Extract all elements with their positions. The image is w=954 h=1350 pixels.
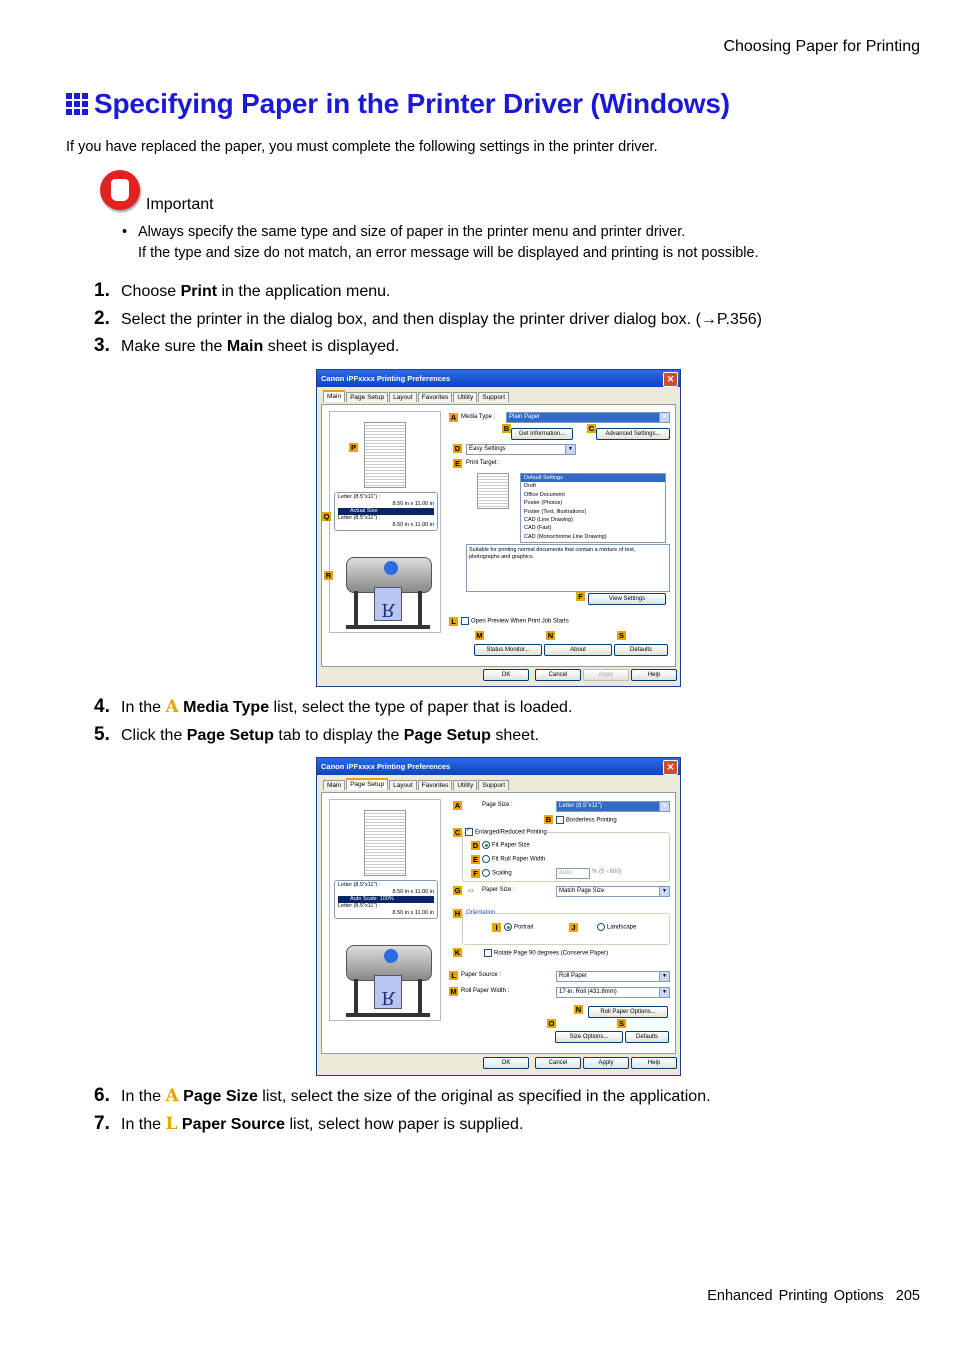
preview-area bbox=[329, 799, 441, 1021]
tab-favorites[interactable]: Favorites bbox=[418, 392, 453, 402]
roll-width-value: 17-in. Roll (431.8mm) bbox=[559, 989, 617, 995]
important-hand-icon bbox=[100, 170, 140, 210]
preview-line: 8.50 in x 11.00 in bbox=[392, 889, 434, 895]
media-type-label: Media Type : bbox=[461, 414, 496, 420]
callout-a: A bbox=[454, 801, 461, 810]
tab-strip bbox=[323, 392, 510, 402]
callout-k: K bbox=[454, 948, 461, 957]
important-label: Important bbox=[146, 196, 214, 213]
media-type-value: Plain Paper bbox=[509, 414, 541, 420]
step-text: list, select how paper is supplied. bbox=[285, 1116, 524, 1133]
checkbox-icon bbox=[465, 828, 473, 836]
callout-h: H bbox=[454, 909, 461, 918]
step-number: 4. bbox=[94, 696, 110, 717]
landscape-radio[interactable] bbox=[597, 923, 636, 931]
paper-size-select[interactable] bbox=[556, 886, 670, 897]
fit-paper-label: Fit Paper Size bbox=[492, 842, 530, 849]
portrait-radio[interactable] bbox=[504, 923, 533, 931]
step-number: 3. bbox=[94, 335, 110, 356]
preview-size-info bbox=[334, 492, 438, 531]
rotate-checkbox[interactable] bbox=[484, 949, 608, 957]
list-item[interactable]: Office Document bbox=[524, 491, 565, 498]
help-button[interactable]: Help bbox=[631, 669, 677, 681]
intro-text: If you have replaced the paper, you must complete the following settings in the printer driver. bbox=[66, 139, 658, 155]
dialog-title: Canon iPFxxxx Printing Preferences bbox=[321, 762, 451, 771]
step-3 bbox=[94, 335, 399, 357]
callout-letter: A bbox=[165, 1086, 179, 1106]
scaling-range: % (5 - 600) bbox=[592, 869, 622, 875]
tab-favorites[interactable]: Favorites bbox=[418, 780, 453, 790]
list-item[interactable]: Draft bbox=[524, 483, 536, 490]
step-number: 1. bbox=[94, 280, 110, 301]
ok-button[interactable]: OK bbox=[483, 669, 529, 681]
chevron-down-icon: ▼ bbox=[565, 445, 575, 454]
step-text: Select the printer in the dialog box, and then display the printer driver dialog box. (→P.356) bbox=[121, 311, 762, 328]
step-text: list, select the size of the original as specified in the application. bbox=[257, 1088, 711, 1105]
section-grid-icon bbox=[66, 93, 88, 115]
open-preview-label: Open Preview When Print Job Starts bbox=[471, 618, 569, 625]
printing-preferences-dialog-main bbox=[316, 369, 681, 687]
borderless-label: Borderless Printing bbox=[566, 817, 617, 824]
printing-preferences-dialog-page-setup bbox=[316, 757, 681, 1076]
print-target-list[interactable] bbox=[520, 473, 666, 543]
paper-size-icon: ▭ bbox=[468, 888, 474, 894]
step-text: Click the bbox=[121, 727, 187, 744]
fit-roll-radio[interactable] bbox=[482, 855, 545, 863]
apply-button[interactable]: Apply bbox=[583, 669, 629, 681]
help-button[interactable]: Help bbox=[631, 1057, 677, 1069]
print-target-label: Print Target : bbox=[466, 460, 500, 466]
paper-source-select[interactable] bbox=[556, 971, 670, 982]
size-options-button[interactable]: Size Options... bbox=[555, 1031, 623, 1043]
tab-main[interactable]: Main bbox=[323, 780, 345, 790]
checkbox-icon bbox=[556, 816, 564, 824]
step-text: Choose bbox=[121, 283, 181, 300]
roll-paper-options-button[interactable]: Roll Paper Options... bbox=[588, 1006, 668, 1018]
page-footer bbox=[707, 1288, 920, 1304]
page-title: Specifying Paper in the Printer Driver (Windows) bbox=[94, 88, 730, 119]
scaling-label: Scaling bbox=[492, 870, 512, 877]
preview-line: Letter (8.5"x11") : bbox=[338, 903, 381, 909]
callout-s: S bbox=[618, 631, 624, 640]
step-text: In the bbox=[121, 699, 166, 716]
radio-icon bbox=[482, 841, 490, 849]
tab-panel-main bbox=[321, 404, 676, 667]
step-5 bbox=[94, 724, 539, 746]
tab-layout[interactable]: Layout bbox=[389, 780, 417, 790]
callout-m: M bbox=[450, 987, 457, 996]
callout-e: E bbox=[454, 459, 460, 468]
step-keyword: Media Type bbox=[183, 699, 270, 716]
step-number: 5. bbox=[94, 724, 110, 745]
callout-s: S bbox=[618, 1019, 624, 1028]
callout-f: F bbox=[471, 869, 480, 878]
step-keyword: Page Setup bbox=[403, 727, 491, 744]
page-size-select[interactable] bbox=[556, 801, 670, 812]
preview-size-info bbox=[334, 880, 438, 919]
callout-c: C bbox=[454, 828, 461, 837]
view-settings-button[interactable]: View Settings bbox=[588, 593, 666, 605]
callout-q: Q bbox=[323, 512, 330, 521]
step-text: Make sure the bbox=[121, 338, 227, 355]
footer-section: Enhanced Printing Options bbox=[707, 1288, 884, 1304]
borderless-checkbox[interactable] bbox=[556, 816, 617, 824]
callout-l: L bbox=[449, 617, 458, 626]
about-button[interactable]: About bbox=[544, 644, 612, 656]
orientation-label: Orientation bbox=[466, 910, 496, 916]
description-box: Suitable for printing normal documents that contain a mixture of text, photographs and graphics. bbox=[466, 544, 670, 592]
callout-d: D bbox=[472, 841, 479, 850]
tab-utility[interactable]: Utility bbox=[453, 392, 477, 402]
callout-l: L bbox=[449, 971, 458, 980]
list-item[interactable]: Poster (Text, Illustrations) bbox=[524, 508, 587, 515]
step-1 bbox=[94, 280, 391, 302]
apply-button[interactable]: Apply bbox=[583, 1057, 629, 1069]
radio-icon bbox=[482, 855, 490, 863]
ok-button[interactable]: OK bbox=[483, 1057, 529, 1069]
advanced-settings-button[interactable]: Advanced Settings... bbox=[596, 428, 670, 440]
important-bullet bbox=[122, 222, 759, 264]
page-size-value: Letter (8.5"x11") bbox=[559, 803, 602, 809]
chevron-down-icon: ▼ bbox=[659, 802, 669, 811]
preview-line: Letter (8.5"x11") : bbox=[338, 515, 381, 521]
bullet-dot-icon: • bbox=[122, 224, 128, 240]
list-item[interactable]: CAD (Monochrome Line Drawing) bbox=[524, 533, 607, 540]
defaults-button[interactable]: Defaults bbox=[625, 1031, 669, 1043]
tab-utility[interactable]: Utility bbox=[453, 780, 477, 790]
chevron-down-icon: ▼ bbox=[659, 887, 669, 896]
running-header: Choosing Paper for Printing bbox=[723, 38, 920, 55]
step-text: in the application menu. bbox=[217, 283, 391, 300]
printer-image: R bbox=[338, 935, 438, 1025]
tab-page-setup[interactable]: Page Setup bbox=[346, 392, 388, 402]
step-text: list, select the type of paper that is loaded. bbox=[269, 699, 573, 716]
fit-roll-label: Fit Roll Paper Width bbox=[492, 856, 546, 863]
step-text: sheet. bbox=[490, 727, 539, 744]
checkbox-icon bbox=[484, 949, 492, 957]
page-number: 205 bbox=[895, 1288, 920, 1304]
callout-j: J bbox=[569, 923, 578, 932]
step-keyword: Print bbox=[180, 283, 218, 300]
page-title-row bbox=[66, 88, 730, 120]
status-monitor-button[interactable]: Status Monitor... bbox=[474, 644, 542, 656]
paper-size-label: Paper Size : bbox=[482, 887, 515, 893]
step-4 bbox=[94, 696, 572, 718]
page-preview-image bbox=[364, 810, 406, 876]
callout-a: A bbox=[450, 413, 457, 422]
cancel-button[interactable]: Cancel bbox=[535, 1057, 581, 1069]
list-item[interactable]: CAD (Line Drawing) bbox=[524, 517, 573, 524]
chevron-down-icon: ▼ bbox=[659, 988, 669, 997]
tab-page-setup[interactable]: Page Setup bbox=[346, 778, 388, 790]
checkbox-icon bbox=[461, 617, 469, 625]
bullet-line-1: Always specify the same type and size of paper in the printer menu and printer driver. bbox=[138, 224, 686, 240]
landscape-label: Landscape bbox=[607, 924, 637, 931]
step-2 bbox=[94, 308, 762, 330]
close-icon[interactable]: ✕ bbox=[663, 372, 678, 387]
easy-settings-select[interactable] bbox=[466, 444, 576, 455]
open-preview-checkbox[interactable] bbox=[461, 617, 569, 625]
radio-icon bbox=[504, 923, 512, 931]
radio-icon bbox=[597, 923, 605, 931]
callout-r: R bbox=[325, 571, 332, 580]
step-number: 6. bbox=[94, 1085, 110, 1106]
callout-letter: A bbox=[165, 697, 179, 717]
list-item[interactable]: Poster (Photos) bbox=[524, 500, 563, 507]
roll-width-label: Roll Paper Width : bbox=[461, 988, 510, 994]
list-item[interactable]: CAD (Fast) bbox=[524, 525, 552, 532]
scaling-value: Auto bbox=[559, 870, 572, 876]
step-text: sheet is displayed. bbox=[263, 338, 400, 355]
list-item[interactable]: Default Settings bbox=[521, 474, 665, 482]
preview-line: Letter (8.5"x11") : bbox=[338, 882, 381, 888]
step-text: In the bbox=[121, 1116, 166, 1133]
callout-m: M bbox=[476, 631, 483, 640]
dialog-titlebar bbox=[317, 758, 680, 775]
roll-width-select[interactable] bbox=[556, 987, 670, 998]
callout-d: D bbox=[454, 444, 461, 453]
tab-main[interactable]: Main bbox=[323, 390, 345, 402]
step-keyword: Main bbox=[226, 338, 264, 355]
bullet-line-2: If the type and size do not match, an error message will be displayed and printing is not possible. bbox=[138, 245, 759, 261]
preview-line: 8.50 in x 11.00 in bbox=[392, 522, 434, 528]
tab-panel-page-setup bbox=[321, 792, 676, 1054]
step-number: 2. bbox=[94, 308, 110, 329]
dialog-title: Canon iPFxxxx Printing Preferences bbox=[321, 374, 451, 383]
callout-g: G bbox=[454, 886, 461, 895]
enlarged-checkbox[interactable] bbox=[465, 828, 547, 836]
step-keyword: Page Setup bbox=[186, 727, 274, 744]
callout-n: N bbox=[547, 631, 554, 640]
callout-c: C bbox=[588, 424, 595, 433]
preview-line: Auto Scale: 100% bbox=[338, 896, 434, 903]
easy-settings-value: Easy Settings bbox=[469, 446, 506, 452]
print-target-thumbnail bbox=[477, 473, 509, 509]
chevron-down-icon: ▼ bbox=[659, 972, 669, 981]
preview-area bbox=[329, 411, 441, 633]
get-information-button[interactable]: Get Information... bbox=[511, 428, 573, 440]
paper-source-value: Roll Paper bbox=[559, 973, 588, 979]
callout-letter: L bbox=[165, 1114, 178, 1134]
callout-p: P bbox=[350, 443, 356, 452]
callout-b: B bbox=[503, 424, 510, 433]
step-keyword: Paper Source bbox=[181, 1116, 286, 1133]
callout-e: E bbox=[472, 855, 478, 864]
preview-line: Actual Size bbox=[338, 508, 434, 515]
defaults-button[interactable]: Defaults bbox=[614, 644, 668, 656]
dialog-titlebar bbox=[317, 370, 680, 387]
tab-layout[interactable]: Layout bbox=[389, 392, 417, 402]
tab-strip bbox=[323, 780, 510, 790]
step-keyword: Page Size bbox=[183, 1088, 258, 1105]
callout-n: N bbox=[575, 1005, 582, 1014]
step-text: tab to display the bbox=[273, 727, 404, 744]
fit-paper-radio[interactable] bbox=[482, 841, 530, 849]
rotate-label: Rotate Page 90 degrees (Conserve Paper) bbox=[494, 950, 609, 957]
preview-line: 8.50 in x 11.00 in bbox=[392, 910, 434, 916]
close-icon[interactable]: ✕ bbox=[663, 760, 678, 775]
chevron-down-icon: ▼ bbox=[659, 413, 669, 422]
scaling-radio[interactable] bbox=[482, 869, 512, 877]
paper-size-value: Match Page Size bbox=[559, 888, 605, 894]
callout-i: I bbox=[492, 923, 501, 932]
paper-source-label: Paper Source : bbox=[461, 972, 502, 978]
page-preview-image bbox=[364, 422, 406, 488]
callout-f: F bbox=[576, 592, 585, 601]
page-size-label: Page Size : bbox=[482, 802, 513, 808]
scaling-input[interactable] bbox=[556, 868, 590, 879]
printer-image: R bbox=[338, 547, 438, 637]
radio-icon bbox=[482, 869, 490, 877]
preview-line: Letter (8.5"x11") : bbox=[338, 494, 381, 500]
tab-support[interactable]: Support bbox=[478, 780, 509, 790]
step-text: In the bbox=[121, 1088, 166, 1105]
portrait-label: Portrait bbox=[514, 924, 534, 931]
preview-line: 8.50 in x 11.00 in bbox=[392, 501, 434, 507]
callout-b: B bbox=[545, 815, 552, 824]
tab-support[interactable]: Support bbox=[478, 392, 509, 402]
step-number: 7. bbox=[94, 1113, 110, 1134]
step-7 bbox=[94, 1113, 523, 1135]
cancel-button[interactable]: Cancel bbox=[535, 669, 581, 681]
enlarged-label: Enlarged/Reduced Printing bbox=[475, 829, 547, 836]
media-type-select[interactable] bbox=[506, 412, 670, 423]
callout-o: O bbox=[548, 1019, 555, 1028]
step-6 bbox=[94, 1085, 711, 1107]
